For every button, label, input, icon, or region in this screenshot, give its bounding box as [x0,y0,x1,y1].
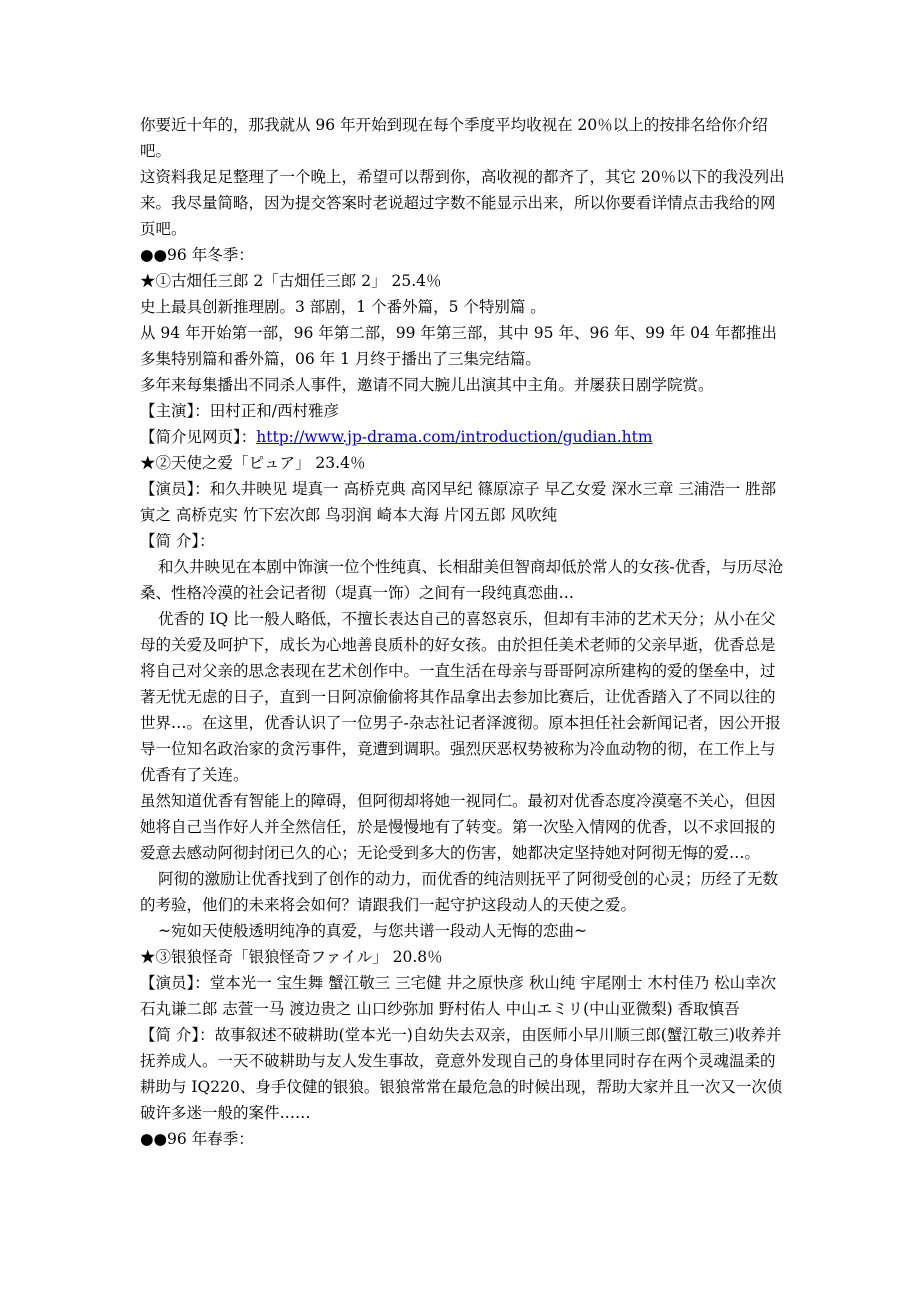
intro-label: 【简 介】： [140,532,215,550]
intro-paragraph: 阿彻的激励让优香找到了创作的动力，而优香的纯洁则抚平了阿彻受创的心灵；历经了无数的考验，他们的未来将会如何？请跟我们一起守护这段动人的天使之爱。 [140,870,779,914]
drama-description: 史上最具创新推理剧。3 部剧，1 个番外篇，5 个特别篇 。 [140,298,546,316]
drama-link-line [140,424,790,450]
drama-cast: 【演员】：和久井映见 堤真一 高桥克典 高冈早纪 篠原凉子 早乙女爱 深水三章 三浦浩一 胜部寅之 高桥克实 竹下宏次郎 鸟羽润 崎本大海 片冈五郎 风吹纯 [140,480,777,524]
drama-description: 多年来每集播出不同杀人事件，邀请不同大腕儿出演其中主角。并屡获日剧学院赏。 [140,376,714,394]
season-heading: ●●96 年春季： [140,1130,254,1148]
link-label: 【简介见网页】： [140,428,257,446]
season-heading: ●●96 年冬季： [140,246,254,264]
tagline: ~宛如天使般透明纯净的真爱，与您共谱一段动人无悔的恋曲~ [158,922,587,940]
intro-webpage-link[interactable]: http://www.jp-drama.com/introduction/gudian.htm [256,428,653,446]
intro-paragraph: 虽然知道优香有智能上的障碍，但阿彻却将她一视同仁。最初对优香态度冷漠毫不关心，但因她将自己当作好人并全然信任，於是慢慢地有了转变。第一次坠入情网的优香，以不求回报的爱意去感动阿彻封闭已久的心；无论受到多大的伤害，她都决定坚持她对阿彻无悔的爱…。 [140,792,776,862]
intro-paragraph: 和久井映见在本剧中饰演一位个性纯真、长相甜美但智商却低於常人的女孩-优香，与历尽沧桑、性格冷漠的社会记者彻（堤真一饰）之间有一段纯真恋曲… [140,558,784,602]
drama-description: 从 94 年开始第一部，96 年第二部，99 年第三部，其中 95 年、96 年、99 年 04 年都推出多集特别篇和番外篇，06 年 1 月终于播出了三集完结篇。 [140,324,777,368]
document-body [140,112,790,1152]
intro-paragraph: 优香的 IQ 比一般人略低，不擅长表达自己的喜怒哀乐，但却有丰沛的艺术天分；从小在父母的关爱及呵护下，成长为心地善良质朴的好女孩。由於担任美术老师的父亲早逝，优香总是将自己对父亲的思念表现在艺术创作中。一直生活在母亲与哥哥阿凉所建构的爱的堡垒中，过著无忧无虑的日子，直到一日阿凉偷偷将其作品拿出去参加比赛后，让优香踏入了不同以往的世界…。在这里，优香认识了一位男子-杂志社记者泽渡彻。原本担任社会新闻记者，因公开报导一位知名政治家的贪污事件，竟遭到调职。强烈厌恶权势被称为冷血动物的彻，在工作上与优香有了关连。 [140,610,781,784]
drama-title: ★①古畑任三郎 2「古畑任三郎 2」 25.4％ [140,272,442,290]
drama-intro: 【简 介】：故事叙述不破耕助(堂本光一)自幼失去双亲，由医师小早川顺三郎(蟹江敬三)收养并抚养成人。一天不破耕助与友人发生事故，竟意外发现自己的身体里同时存在两个灵魂温柔的耕助与 IQ220、身手伩健的银狼。银狼常常在最危急的时候出现，帮助大家并且一次又一次侦破许多迷一般的案件…… [140,1026,783,1122]
intro-paragraph: 这资料我足足整理了一个晚上，希望可以帮到你，高收视的都齐了，其它 20％以下的我没列出来。我尽量简略，因为提交答案时老说超过字数不能显示出来，所以你要看详情点击我给的网页吧。 [140,168,785,238]
drama-cast: 【主演】：田村正和/西村雅彦 [140,402,339,420]
drama-cast: 【演员】：堂本光一 宝生舞 蟹江敬三 三宅健 井之原快彦 秋山纯 宇尾刚士 木村佳乃 松山幸次 石丸谦二郎 志萱一马 渡边贵之 山口纱弥加 野村佑人 中山エミリ(中山亚微梨) 香取慎吾 [140,974,777,1018]
intro-paragraph: 你要近十年的，那我就从 96 年开始到现在每个季度平均收视在 20％以上的按排名给你介绍吧。 [140,116,768,160]
drama-title: ★③银狼怪奇「银狼怪奇ファイル」 20.8％ [140,948,443,966]
drama-title: ★②天使之爱「ピュア」 23.4％ [140,454,366,472]
